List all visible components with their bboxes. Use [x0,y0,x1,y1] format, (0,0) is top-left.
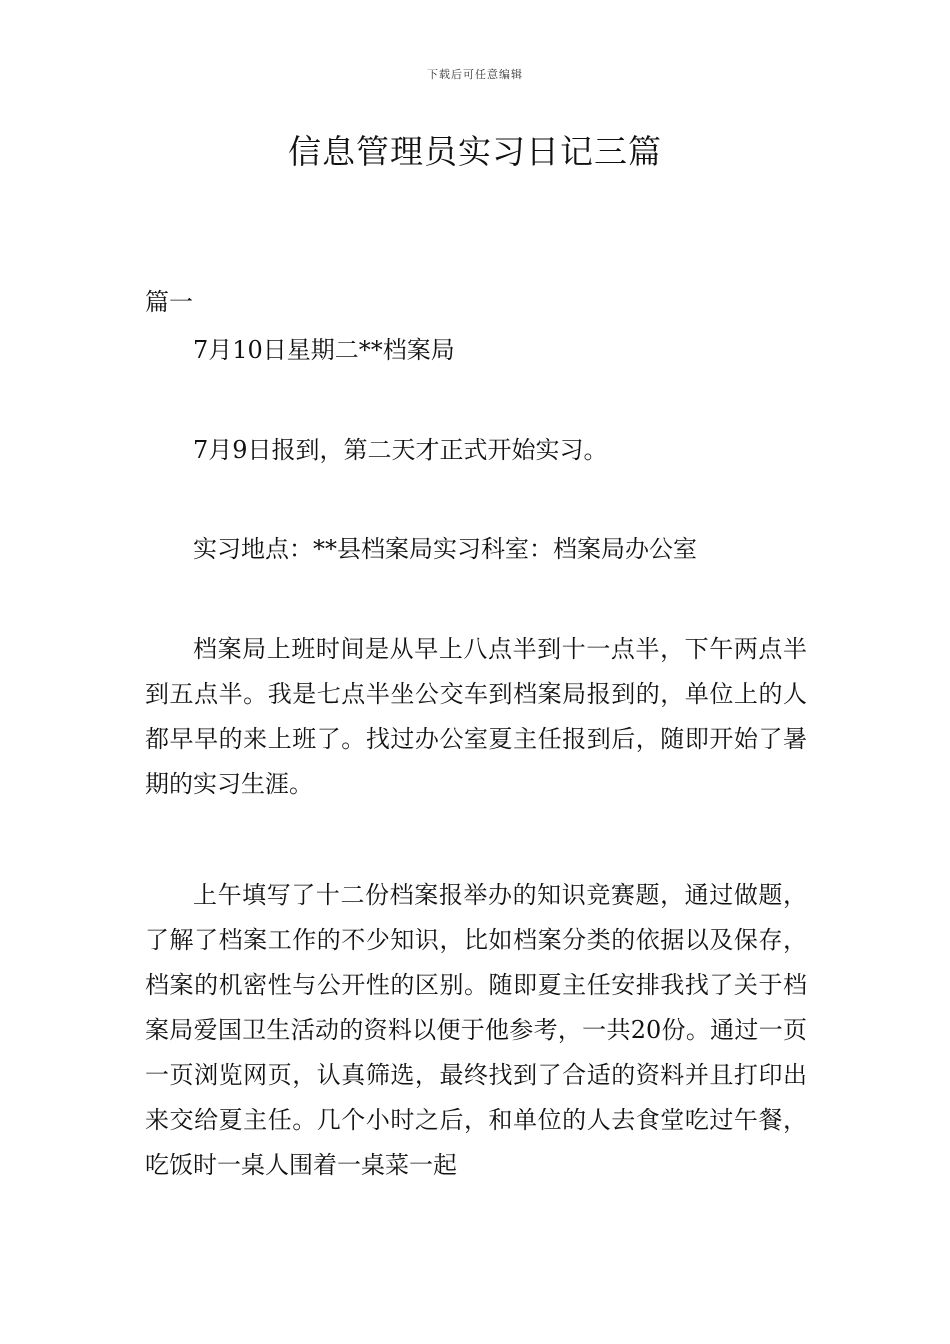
hours-paragraph: 档案局上班时间是从早上八点半到十一点半，下午两点半到五点半。我是七点半坐公交车到档案局报到的，单位上的人都早早的来上班了。找过办公室夏主任报到后，随即开始了暑期的实习生涯。 [145,635,807,798]
section-label: 篇一 [145,288,193,316]
report-line: 7月9日报到，第二天才正式开始实习。 [193,436,608,464]
header-note: 下载后可任意编辑 [427,68,523,81]
paragraph-hours [145,627,807,807]
paragraph-report [145,428,807,473]
date-line: 7月10日星期二**档案局 [193,336,455,364]
morning-paragraph: 上午填写了十二份档案报举办的知识竞赛题，通过做题，了解了档案工作的不少知识，比如档案分类的依据以及保存，档案的机密性与公开性的区别。随即夏主任安排我找了关于档案局爱国卫生活动的资料以便于他参考，一共20份。通过一页一页浏览网页，认真筛选，最终找到了合适的资料并且打印出来交给夏主任。几个小时之后，和单位的人去食堂吃过午餐，吃饭时一桌人围着一桌菜一起 [145,881,807,1179]
paragraph-morning [145,873,807,1188]
paragraph-place [145,527,807,572]
place-line: 实习地点：**县档案局实习科室：档案局办公室 [193,535,697,563]
paragraph-date [145,328,807,373]
document-title: 信息管理员实习日记三篇 [288,132,662,171]
